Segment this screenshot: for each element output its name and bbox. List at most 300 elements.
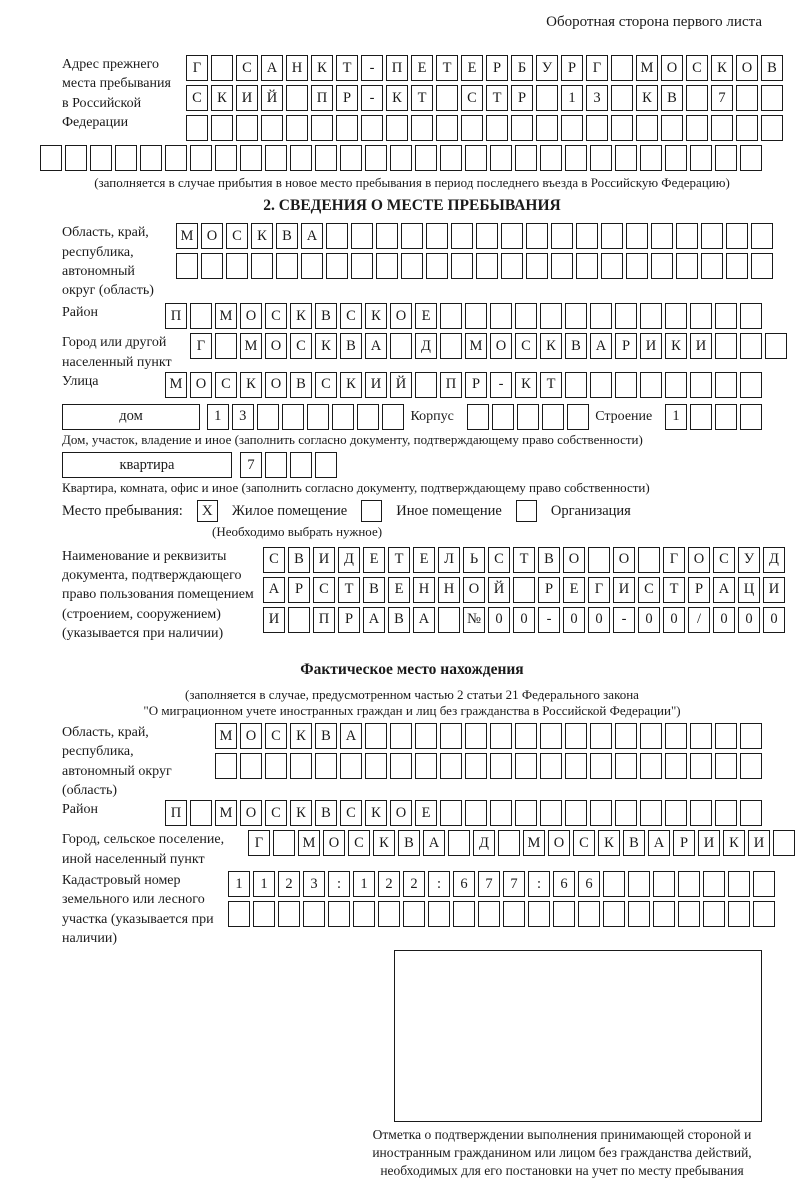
char-cell <box>465 753 487 779</box>
char-cell: Ь <box>463 547 485 573</box>
char-cell <box>751 253 773 279</box>
char-cell <box>611 55 633 81</box>
kadastr-block <box>62 871 762 948</box>
char-cell <box>590 723 612 749</box>
char-cell <box>638 547 660 573</box>
char-cell <box>201 253 223 279</box>
char-cell: А <box>713 577 735 603</box>
char-cell: Г <box>186 55 208 81</box>
char-cell <box>261 115 283 141</box>
char-cell: Т <box>486 85 508 111</box>
kadastr-row-1 <box>228 871 775 897</box>
char-cell <box>740 723 762 749</box>
char-cell: В <box>398 830 420 856</box>
char-cell <box>540 800 562 826</box>
char-cell <box>215 145 237 171</box>
char-cell: 7 <box>478 871 500 897</box>
char-cell <box>615 800 637 826</box>
char-cell: С <box>226 223 248 249</box>
char-cell <box>378 901 400 927</box>
char-cell <box>515 145 537 171</box>
char-cell: С <box>236 55 258 81</box>
char-cell <box>465 723 487 749</box>
char-cell: 0 <box>488 607 510 633</box>
char-cell <box>340 753 362 779</box>
char-cell <box>653 871 675 897</box>
char-cell <box>765 333 787 359</box>
previous-address-block <box>62 55 777 141</box>
char-cell <box>565 303 587 329</box>
page-side-note: Оборотная сторона первого листа <box>546 14 762 30</box>
char-cell: О <box>201 223 223 249</box>
char-cell <box>415 145 437 171</box>
char-cell: Н <box>438 577 460 603</box>
char-cell: А <box>648 830 670 856</box>
fact-title: Фактическое место нахождения <box>300 660 524 678</box>
char-cell: Е <box>388 577 410 603</box>
document-block <box>62 547 780 659</box>
char-cell: Т <box>436 55 458 81</box>
fact-gorod-label: Город, сельское поселение, иной населенный пункт <box>62 832 225 867</box>
char-cell <box>332 404 354 430</box>
char-cell <box>586 115 608 141</box>
char-cell <box>540 145 562 171</box>
char-cell: : <box>328 871 350 897</box>
char-cell <box>365 723 387 749</box>
char-cell <box>353 901 375 927</box>
char-cell <box>211 55 233 81</box>
char-cell: Т <box>540 372 562 398</box>
char-cell: : <box>528 871 550 897</box>
raion-row <box>165 303 762 329</box>
fact-raion-label: Район <box>62 802 98 818</box>
char-cell <box>665 303 687 329</box>
raion-block <box>62 303 762 329</box>
char-cell <box>465 145 487 171</box>
char-cell <box>690 372 712 398</box>
char-cell: А <box>365 333 387 359</box>
char-cell <box>640 800 662 826</box>
char-cell: К <box>636 85 658 111</box>
char-cell <box>490 800 512 826</box>
char-cell <box>176 253 198 279</box>
document-row-2 <box>263 577 785 603</box>
char-cell: С <box>340 800 362 826</box>
char-cell: - <box>490 372 512 398</box>
char-cell <box>501 223 523 249</box>
char-cell <box>528 901 550 927</box>
char-cell <box>567 404 589 430</box>
char-cell: Г <box>190 333 212 359</box>
kvartira-note: Квартира, комната, офис и иное (заполнить согласно документу, подтверждающему право собственности) <box>62 480 650 496</box>
char-cell <box>451 223 473 249</box>
prev-address-row-1 <box>186 55 783 81</box>
char-cell: А <box>301 223 323 249</box>
char-cell <box>661 115 683 141</box>
kvartira-block <box>62 452 762 478</box>
char-cell <box>236 115 258 141</box>
char-cell: О <box>323 830 345 856</box>
char-cell <box>448 830 470 856</box>
char-cell <box>526 253 548 279</box>
char-cell <box>773 830 795 856</box>
char-cell: Г <box>663 547 685 573</box>
char-cell: В <box>288 547 310 573</box>
char-cell <box>603 871 625 897</box>
char-cell: 0 <box>663 607 685 633</box>
char-cell <box>576 253 598 279</box>
char-cell <box>611 115 633 141</box>
char-cell: О <box>240 303 262 329</box>
char-cell <box>453 901 475 927</box>
char-cell: Е <box>411 55 433 81</box>
char-cell <box>517 404 539 430</box>
char-cell: О <box>390 800 412 826</box>
char-cell: Р <box>561 55 583 81</box>
char-cell: М <box>215 800 237 826</box>
document-row-3 <box>263 607 785 633</box>
char-cell: К <box>711 55 733 81</box>
char-cell: И <box>263 607 285 633</box>
char-cell <box>290 145 312 171</box>
char-cell <box>436 115 458 141</box>
char-cell: С <box>638 577 660 603</box>
char-cell: 3 <box>586 85 608 111</box>
char-cell <box>186 115 208 141</box>
char-cell: В <box>315 723 337 749</box>
char-cell <box>601 253 623 279</box>
char-cell <box>711 115 733 141</box>
char-cell <box>665 753 687 779</box>
char-cell <box>240 753 262 779</box>
char-cell: И <box>640 333 662 359</box>
char-cell <box>690 404 712 430</box>
char-cell <box>476 253 498 279</box>
char-cell <box>415 723 437 749</box>
char-cell: С <box>686 55 708 81</box>
char-cell <box>678 901 700 927</box>
char-cell <box>551 253 573 279</box>
char-cell <box>542 404 564 430</box>
char-cell <box>401 223 423 249</box>
char-cell: О <box>240 723 262 749</box>
char-cell <box>715 333 737 359</box>
char-cell: Е <box>563 577 585 603</box>
char-cell: Д <box>415 333 437 359</box>
char-cell <box>665 145 687 171</box>
fact-note-line2: "О миграционном учете иностранных граждан и лиц без гражданства в Российской Федерации") <box>143 702 681 718</box>
char-cell <box>611 85 633 111</box>
char-cell <box>326 253 348 279</box>
char-cell: А <box>423 830 445 856</box>
ulitsa-row <box>165 372 762 398</box>
char-cell: Е <box>415 303 437 329</box>
char-cell <box>311 115 333 141</box>
char-cell <box>190 303 212 329</box>
oblast-row-1 <box>176 223 773 249</box>
char-cell <box>561 115 583 141</box>
char-cell <box>740 372 762 398</box>
char-cell <box>565 723 587 749</box>
char-cell <box>253 901 275 927</box>
char-cell: Р <box>288 577 310 603</box>
char-cell: 0 <box>738 607 760 633</box>
char-cell: Д <box>763 547 785 573</box>
char-cell <box>115 145 137 171</box>
char-cell: С <box>515 333 537 359</box>
mesto-label: Место пребывания: <box>62 502 183 519</box>
char-cell <box>315 452 337 478</box>
char-cell: В <box>315 800 337 826</box>
char-cell <box>282 404 304 430</box>
char-cell <box>490 753 512 779</box>
char-cell <box>651 253 673 279</box>
char-cell: 0 <box>713 607 735 633</box>
document-label: Наименование и реквизиты документа, подтверждающего право пользования помещением (строением, сооружением) (указывается при наличии) <box>62 548 254 641</box>
char-cell <box>690 723 712 749</box>
char-cell <box>665 372 687 398</box>
char-cell: С <box>313 577 335 603</box>
char-cell <box>301 253 323 279</box>
checkbox-organizatsiya <box>516 500 537 522</box>
char-cell: В <box>623 830 645 856</box>
char-cell: В <box>290 372 312 398</box>
char-cell: О <box>265 372 287 398</box>
fact-raion-block <box>62 800 762 826</box>
char-cell <box>315 753 337 779</box>
fact-oblast-row-1 <box>215 723 762 749</box>
dom-cells <box>207 404 404 430</box>
char-cell <box>376 253 398 279</box>
checkbox-zhiloe: X <box>197 500 218 522</box>
char-cell: С <box>265 723 287 749</box>
char-cell <box>290 753 312 779</box>
char-cell <box>690 800 712 826</box>
char-cell: Р <box>615 333 637 359</box>
korpus-cells <box>467 404 589 430</box>
char-cell <box>403 901 425 927</box>
char-cell <box>357 404 379 430</box>
document-row-1 <box>263 547 785 573</box>
char-cell <box>340 145 362 171</box>
char-cell: К <box>290 723 312 749</box>
fact-gorod-row <box>248 830 795 856</box>
char-cell <box>190 145 212 171</box>
char-cell: О <box>661 55 683 81</box>
char-cell <box>715 145 737 171</box>
char-cell: Е <box>415 800 437 826</box>
char-cell <box>215 333 237 359</box>
char-cell <box>726 223 748 249</box>
char-cell: К <box>386 85 408 111</box>
char-cell <box>703 901 725 927</box>
char-cell <box>478 901 500 927</box>
char-cell <box>288 607 310 633</box>
char-cell <box>740 753 762 779</box>
char-cell: С <box>265 800 287 826</box>
char-cell <box>590 800 612 826</box>
fact-oblast-block <box>62 723 762 800</box>
char-cell <box>401 253 423 279</box>
char-cell <box>211 115 233 141</box>
char-cell: У <box>536 55 558 81</box>
char-cell <box>640 753 662 779</box>
char-cell: Р <box>688 577 710 603</box>
char-cell: О <box>265 333 287 359</box>
char-cell: В <box>761 55 783 81</box>
char-cell <box>390 333 412 359</box>
ulitsa-block <box>62 372 762 398</box>
char-cell: В <box>340 333 362 359</box>
char-cell: М <box>215 723 237 749</box>
gorod-row <box>190 333 787 359</box>
char-cell: 3 <box>303 871 325 897</box>
char-cell <box>703 871 725 897</box>
char-cell <box>690 145 712 171</box>
char-cell <box>653 901 675 927</box>
previous-address-label: Адрес прежнего места пребывания в Российской Федерации <box>62 57 171 130</box>
char-cell: О <box>736 55 758 81</box>
char-cell <box>576 223 598 249</box>
char-cell: К <box>365 800 387 826</box>
char-cell <box>190 800 212 826</box>
char-cell: И <box>236 85 258 111</box>
char-cell: 1 <box>207 404 229 430</box>
gorod-label: Город или другой населенный пункт <box>62 335 172 370</box>
prev-address-note: (заполняется в случае прибытия в новое место пребывания в период последнего въезда в Российскую Федерацию) <box>94 175 730 190</box>
char-cell: О <box>390 303 412 329</box>
char-cell: К <box>290 303 312 329</box>
char-cell <box>465 800 487 826</box>
char-cell: М <box>176 223 198 249</box>
char-cell <box>626 253 648 279</box>
char-cell <box>315 145 337 171</box>
char-cell: О <box>563 547 585 573</box>
char-cell <box>513 577 535 603</box>
char-cell: И <box>313 547 335 573</box>
prev-address-row-2 <box>186 85 783 111</box>
char-cell <box>440 333 462 359</box>
char-cell: К <box>598 830 620 856</box>
char-cell: С <box>263 547 285 573</box>
char-cell: Р <box>486 55 508 81</box>
char-cell: Т <box>338 577 360 603</box>
char-cell: Е <box>413 547 435 573</box>
char-cell <box>351 223 373 249</box>
char-cell: 6 <box>578 871 600 897</box>
char-cell: В <box>538 547 560 573</box>
char-cell: 0 <box>588 607 610 633</box>
char-cell <box>665 723 687 749</box>
char-cell: И <box>763 577 785 603</box>
char-cell <box>440 145 462 171</box>
korpus-label: Корпус <box>410 409 454 425</box>
char-cell: П <box>386 55 408 81</box>
char-cell: Б <box>511 55 533 81</box>
char-cell: И <box>365 372 387 398</box>
char-cell: Н <box>286 55 308 81</box>
char-cell: Т <box>336 55 358 81</box>
char-cell <box>690 753 712 779</box>
char-cell <box>690 303 712 329</box>
char-cell <box>265 452 287 478</box>
char-cell <box>615 145 637 171</box>
char-cell: О <box>548 830 570 856</box>
char-cell <box>438 607 460 633</box>
option-inoe-label: Иное помещение <box>396 502 502 519</box>
char-cell <box>240 145 262 171</box>
char-cell: 7 <box>240 452 262 478</box>
char-cell: К <box>251 223 273 249</box>
char-cell: 6 <box>553 871 575 897</box>
char-cell <box>140 145 162 171</box>
char-cell: Р <box>338 607 360 633</box>
section2-title: 2. СВЕДЕНИЯ О МЕСТЕ ПРЕБЫВАНИЯ <box>263 197 561 215</box>
char-cell <box>701 223 723 249</box>
char-cell: М <box>465 333 487 359</box>
char-cell <box>615 753 637 779</box>
char-cell: К <box>540 333 562 359</box>
char-cell <box>628 871 650 897</box>
char-cell <box>540 753 562 779</box>
char-cell: А <box>261 55 283 81</box>
char-cell: М <box>298 830 320 856</box>
char-cell: П <box>313 607 335 633</box>
char-cell <box>590 303 612 329</box>
char-cell <box>553 901 575 927</box>
char-cell <box>676 223 698 249</box>
char-cell <box>715 753 737 779</box>
char-cell: К <box>211 85 233 111</box>
char-cell: Р <box>511 85 533 111</box>
char-cell: 2 <box>278 871 300 897</box>
char-cell <box>440 723 462 749</box>
fact-note-line1: (заполняется в случае, предусмотренном частью 2 статьи 21 Федерального закона <box>185 686 639 702</box>
char-cell: Р <box>538 577 560 603</box>
char-cell: О <box>688 547 710 573</box>
char-cell: 0 <box>638 607 660 633</box>
char-cell <box>715 800 737 826</box>
char-cell: В <box>315 303 337 329</box>
char-cell <box>578 901 600 927</box>
char-cell: П <box>440 372 462 398</box>
char-cell <box>565 145 587 171</box>
fact-oblast-label: Область, край, республика, автономный округ (область) <box>62 725 172 799</box>
char-cell <box>492 404 514 430</box>
char-cell: С <box>186 85 208 111</box>
char-cell <box>490 145 512 171</box>
char-cell <box>307 404 329 430</box>
char-cell: 0 <box>763 607 785 633</box>
char-cell <box>540 723 562 749</box>
checkbox-inoe <box>361 500 382 522</box>
char-cell: А <box>590 333 612 359</box>
char-cell <box>486 115 508 141</box>
char-cell <box>636 115 658 141</box>
char-cell <box>440 800 462 826</box>
char-cell <box>228 901 250 927</box>
char-cell: А <box>263 577 285 603</box>
char-cell <box>515 800 537 826</box>
char-cell <box>286 115 308 141</box>
char-cell <box>436 85 458 111</box>
char-cell: К <box>365 303 387 329</box>
char-cell: 1 <box>665 404 687 430</box>
char-cell <box>640 145 662 171</box>
char-cell <box>601 223 623 249</box>
char-cell: С <box>290 333 312 359</box>
char-cell: В <box>661 85 683 111</box>
